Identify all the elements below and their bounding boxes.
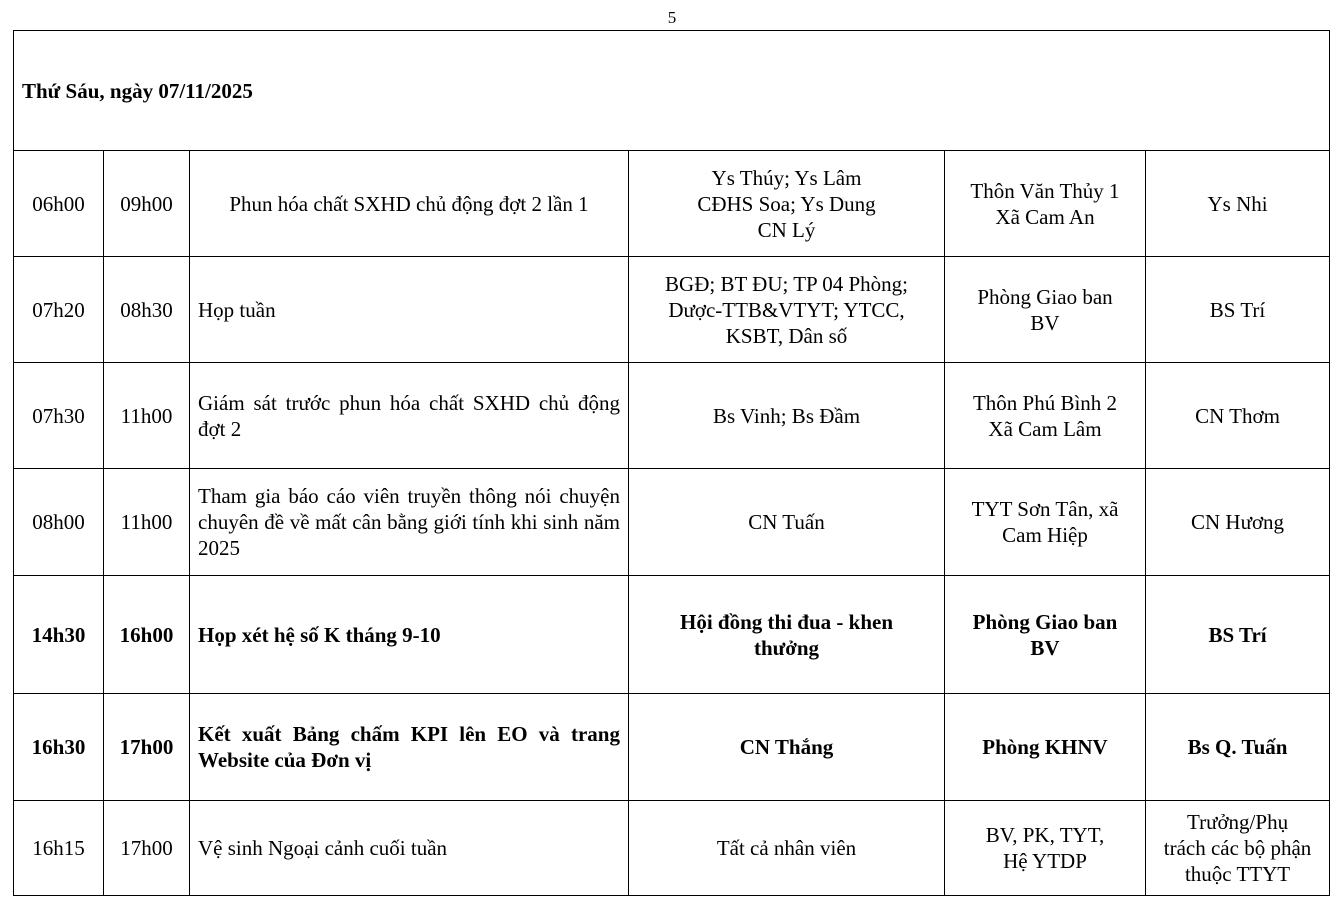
end-time: 16h00: [104, 576, 190, 694]
table-row: [14, 801, 1330, 896]
location-line: BV: [1030, 310, 1060, 335]
participants-cell: [629, 801, 945, 896]
content-cell: Họp xét hệ số K tháng 9-10: [190, 576, 629, 694]
start-time: 06h00: [14, 151, 104, 257]
end-time: 11h00: [104, 469, 190, 576]
location-line: Phòng KHNV: [982, 735, 1108, 759]
date-heading-row: [14, 31, 1330, 151]
participants-line: Ys Thúy; Ys Lâm: [711, 165, 862, 190]
location-line: Phòng Giao ban: [977, 284, 1113, 309]
location-line: Xã Cam An: [995, 204, 1095, 229]
table-row: [14, 694, 1330, 801]
start-time: 16h15: [14, 801, 104, 896]
responsible-cell: [1146, 694, 1330, 801]
location-cell: [945, 363, 1146, 469]
start-time: 07h20: [14, 257, 104, 363]
participants-cell: [629, 363, 945, 469]
content-cell: Phun hóa chất SXHD chủ động đợt 2 lần 1: [190, 151, 629, 257]
content-cell: Tham gia báo cáo viên truyền thông nói chuyện chuyên đề về mất cân bằng giới tính khi sinh năm 2025: [190, 469, 629, 576]
participants-cell: [629, 469, 945, 576]
participants-line: Hội đồng thi đua - khen: [680, 609, 893, 634]
location-cell: [945, 257, 1146, 363]
responsible-cell: [1146, 363, 1330, 469]
end-time: 17h00: [104, 801, 190, 896]
location-cell: [945, 151, 1146, 257]
responsible-line: CN Hương: [1190, 510, 1285, 534]
table-row: [14, 151, 1330, 257]
participants-line: CN Thắng: [739, 735, 834, 759]
participants-line: Tất cả nhân viên: [716, 836, 857, 860]
start-time: 08h00: [14, 469, 104, 576]
responsible-line: BS Trí: [1209, 297, 1266, 322]
end-time: 17h00: [104, 694, 190, 801]
location-line: Phòng Giao ban: [972, 609, 1118, 634]
participants-line: BGĐ; BT ĐU; TP 04 Phòng;: [665, 271, 908, 296]
location-line: TYT Sơn Tân, xã: [971, 497, 1119, 521]
participants-line: CĐHS Soa; Ys Dung: [697, 191, 876, 216]
participants-line: Bs Vinh; Bs Đầm: [712, 403, 861, 428]
responsible-line: Ys Nhi: [1207, 191, 1268, 216]
start-time: 07h30: [14, 363, 104, 469]
participants-line: CN Lý: [757, 217, 816, 242]
page-number: 5: [667, 8, 677, 27]
participants-line: Dược-TTB&VTYT; YTCC,: [668, 297, 905, 322]
responsible-line: CN Thơm: [1195, 403, 1280, 428]
participants-line: KSBT, Dân số: [725, 323, 848, 348]
location-cell: [945, 576, 1146, 694]
start-time: 14h30: [14, 576, 104, 694]
location-cell: [945, 801, 1146, 896]
start-time: 16h30: [14, 694, 104, 801]
location-line: Cam Hiệp: [1002, 523, 1088, 547]
responsible-line: Bs Q. Tuấn: [1187, 735, 1288, 759]
responsible-line: Trưởng/Phụ: [1186, 810, 1289, 834]
responsible-cell: [1146, 576, 1330, 694]
participants-cell: [629, 694, 945, 801]
responsible-cell: [1146, 469, 1330, 576]
location-line: Thôn Phú Bình 2: [972, 390, 1118, 415]
responsible-line: trách các bộ phận: [1163, 836, 1312, 860]
table-row: [14, 576, 1330, 694]
location-line: Thôn Văn Thủy 1: [970, 178, 1120, 203]
participants-line: thưởng: [753, 635, 820, 660]
content-cell: Kết xuất Bảng chấm KPI lên EO và trang Website của Đơn vị: [190, 694, 629, 801]
participants-cell: [629, 151, 945, 257]
table-row: [14, 363, 1330, 469]
content-cell: Vệ sinh Ngoại cảnh cuối tuần: [190, 801, 629, 896]
location-cell: [945, 694, 1146, 801]
location-line: BV: [1030, 635, 1060, 660]
content-cell: Họp tuần: [190, 257, 629, 363]
location-line: Xã Cam Lâm: [988, 416, 1102, 441]
table-row: [14, 257, 1330, 363]
responsible-line: thuộc TTYT: [1184, 862, 1291, 886]
end-time: 08h30: [104, 257, 190, 363]
table-row: [14, 469, 1330, 576]
end-time: 09h00: [104, 151, 190, 257]
participants-cell: [629, 257, 945, 363]
responsible-line: BS Trí: [1208, 622, 1267, 647]
date-heading: Thứ Sáu, ngày 07/11/2025: [14, 31, 1330, 151]
responsible-cell: [1146, 801, 1330, 896]
schedule-table: [13, 30, 1330, 896]
participants-cell: [629, 576, 945, 694]
location-cell: [945, 469, 1146, 576]
location-line: Hệ YTDP: [1003, 849, 1087, 873]
responsible-cell: [1146, 257, 1330, 363]
end-time: 11h00: [104, 363, 190, 469]
content-cell: Giám sát trước phun hóa chất SXHD chủ động đợt 2: [190, 363, 629, 469]
participants-line: CN Tuấn: [748, 510, 825, 534]
location-line: BV, PK, TYT,: [985, 823, 1105, 847]
responsible-cell: [1146, 151, 1330, 257]
